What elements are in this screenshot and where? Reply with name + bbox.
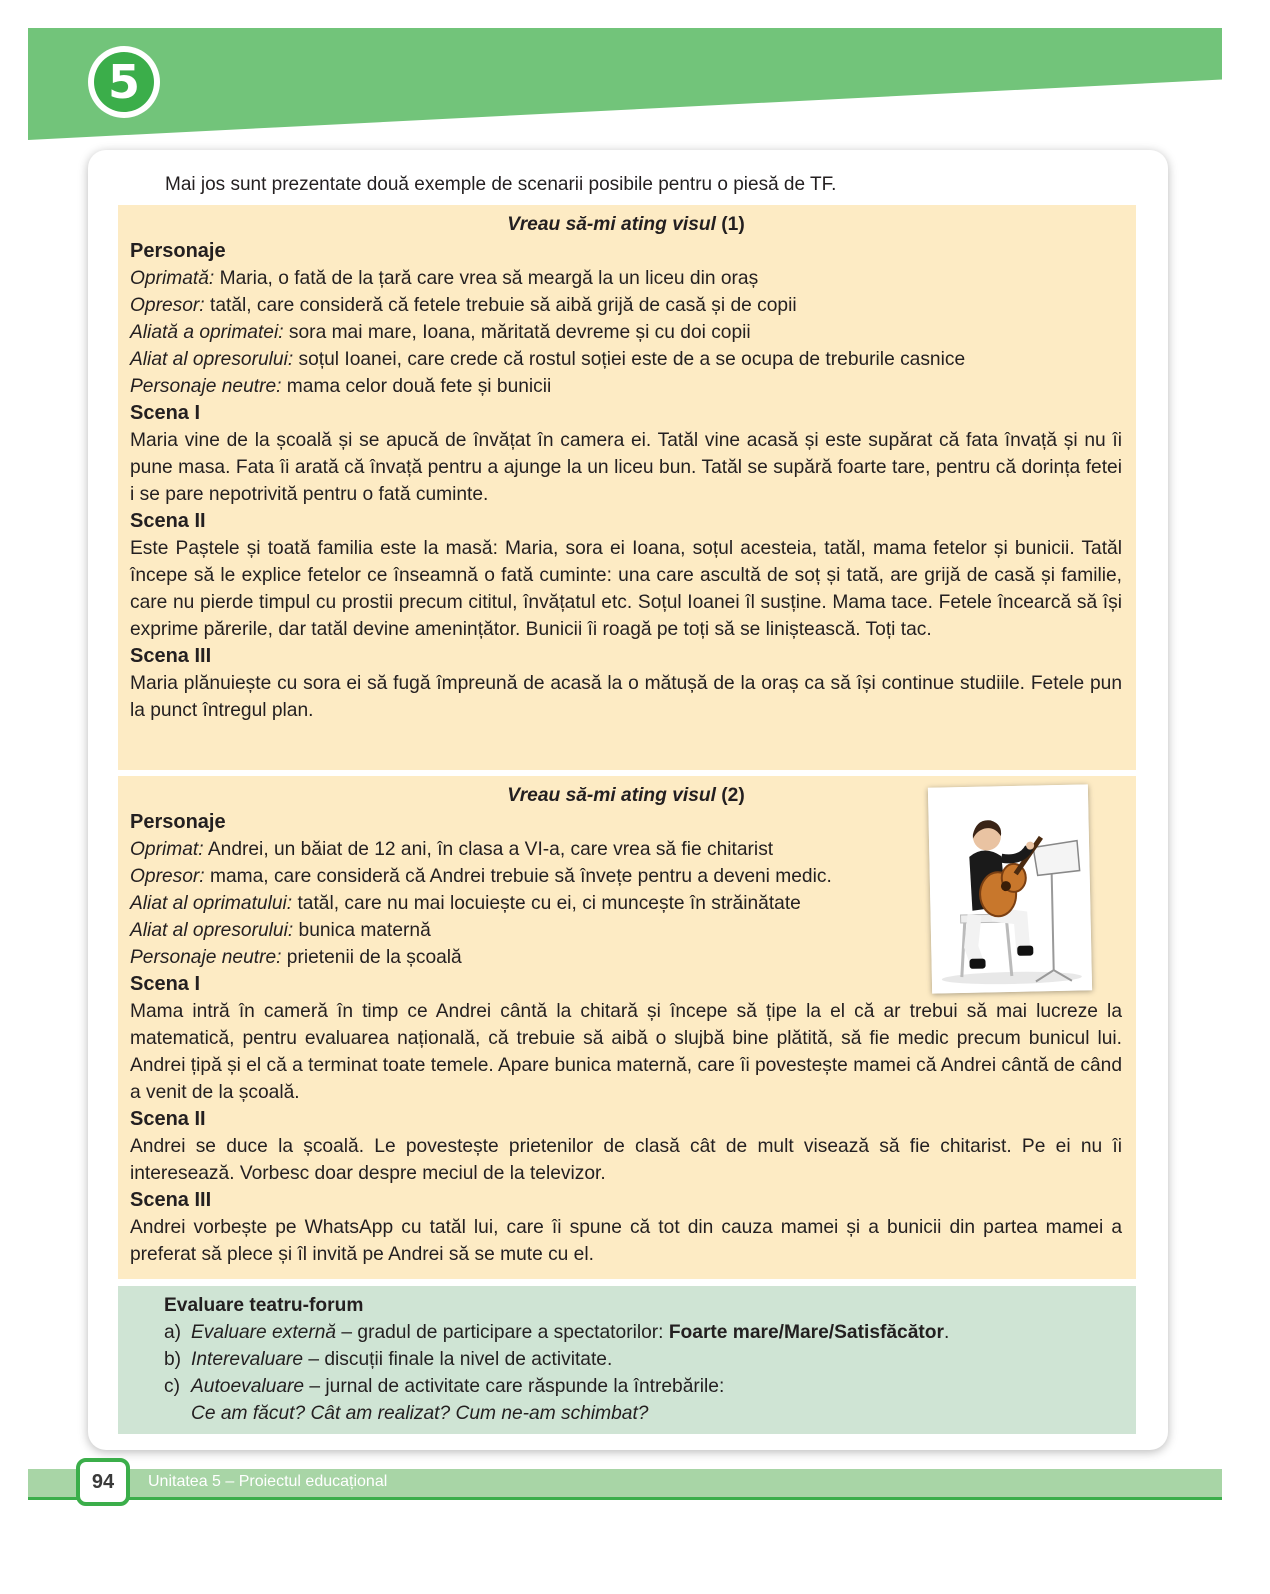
scenario-2-scene-text: Mama intră în cameră în timp ce Andrei cântă la chitară și începe să țipe la el că ar trebui să mai lucreze la matematică, pentru evaluarea națională, că trebuie să aibă o slujbă bine plătită, să fie medic precum bunicul lui. Andrei țipă și el că a terminat toate temele. Apare bunica maternă, care îi povestește mamei că Andrei cântă de când a venit de la școală. [130,1001,1122,1103]
scenario-1-scene-text: Maria vine de la școală și se apucă de învățat în camera ei. Tatăl vine acasă și este supărat că fata învață și nu îi pune masa. Fata îi arată că învață pentru a ajunge la un liceu bun. Tatăl se supără foarte tare, pentru că dorința fetei i se pare nepotrivită pentru o fată cuminte. [130,430,1122,505]
scenario-1-character: Aliat al opresorului: soțul Ioanei, care crede că rostul soției este de a se ocupa de treburile casnice [130,349,966,370]
scenario-1-scene-text: Este Paștele și toată familia este la masă: Maria, sora ei Ioana, soțul acesteia, tatăl, mama fetelor și bunicii. Tatăl începe să le explice fetelor ce înseamnă o fată cuminte: una care ascultă de soț și tată, are grijă de casă și familie, care nu pierde timpul cu prostii precum cititul, învățatul etc. Soțul Ioanei îl susține. Mama tace. Fetele încearcă să își exprime părerile, dar tatăl devine amenințător. Bunicii îi roagă pe toți să se liniștească. Toți tac. [130,538,1122,640]
evaluation-item: a) Evaluare externă – gradul de participare a spectatorilor: Foarte mare/Mare/Satisfăcător. [164,1322,950,1343]
scenario-1-scene-text: Maria plănuiește cu sora ei să fugă împreună de acasă la o mătușă de la oraș ca să își continue studiile. Fetele pun la punct întregul plan. [130,673,1122,721]
guitarist-boy-photo [928,784,1092,993]
scenario-2-character: Aliat al oprimatului: tatăl, care nu mai locuiește cu ei, ci muncește în străinătate [130,893,801,914]
evaluation-box [118,1286,1136,1434]
scenario-2-scene-heading: Scena III [130,1189,212,1211]
unit-number: 5 [94,52,154,112]
scenario-1-character: Aliată a oprimatei: sora mai mare, Ioana, măritată devreme și cu doi copii [130,322,751,343]
top-banner [28,28,1222,140]
unit-number-badge [88,46,160,118]
scenario-1-scene-heading: Scena III [130,645,212,667]
scenario-1-character: Oprimată: Maria, o fată de la țară care vrea să meargă la un liceu din oraș [130,268,759,289]
scenario-1-scene-heading: Scena I [130,402,201,424]
evaluation-item: b) Interevaluare – discuții finale la nivel de activitate. [164,1349,613,1370]
scenario-2-scene-text: Andrei vorbește pe WhatsApp cu tatăl lui, care îi spune că tot din cauza mamei și a bunicii din partea mamei a preferat să plece și îl invită pe Andrei să se mute cu el. [130,1217,1122,1265]
footer-unit-title: Unitatea 5 – Proiectul educațional [148,1473,388,1490]
scenario-2-title-text: Vreau să-mi ating visul [507,785,716,806]
scenario-2-scene-heading: Scena I [130,973,201,995]
scenario-2-title-number: (2) [721,785,745,806]
scenario-1-title [130,211,1122,238]
scenario-2-character: Opresor: mama, care consideră că Andrei trebuie să învețe pentru a deveni medic. [130,866,832,887]
scenario-2-scene-heading: Scena II [130,1108,206,1130]
scenario-1-box [118,205,1136,770]
scenario-1-character: Opresor: tatăl, care consideră că fetele trebuie să aibă grijă de casă și de copii [130,295,797,316]
intro-text: Mai jos sunt prezentate două exemple de scenarii posibile pentru o piesă de TF. [165,174,837,195]
scenario-2-character: Personaje neutre: prietenii de la școală [130,947,462,968]
scenario-2-character: Oprimat: Andrei, un băiat de 12 ani, în clasa a VI-a, care vrea să fie chitarist [130,839,774,860]
evaluation-questions: Ce am făcut? Cât am realizat? Cum ne-am schimbat? [191,1403,649,1424]
page-number: 94 [76,1458,130,1506]
evaluation-item: c) Autoevaluare – jurnal de activitate care răspunde la întrebările: [164,1376,725,1397]
scenario-1-character: Personaje neutre: mama celor două fete și bunicii [130,376,552,397]
scenario-2-characters-heading: Personaje [130,811,226,833]
scenario-1-scene-heading: Scena II [130,510,206,532]
scenario-1-title-number: (1) [721,214,745,235]
evaluation-heading: Evaluare teatru-forum [164,1295,364,1316]
scenario-2-character: Aliat al opresorului: bunica maternă [130,920,431,941]
scenario-2-scene-text: Andrei se duce la școală. Le povestește prietenilor de clasă cât de mult visează să fie chitarist. Pe ei nu îi interesează. Vorbesc doar despre meciul de la televizor. [130,1136,1122,1184]
scenario-1-title-text: Vreau să-mi ating visul [507,214,716,235]
scenario-1-characters-heading: Personaje [130,240,226,262]
